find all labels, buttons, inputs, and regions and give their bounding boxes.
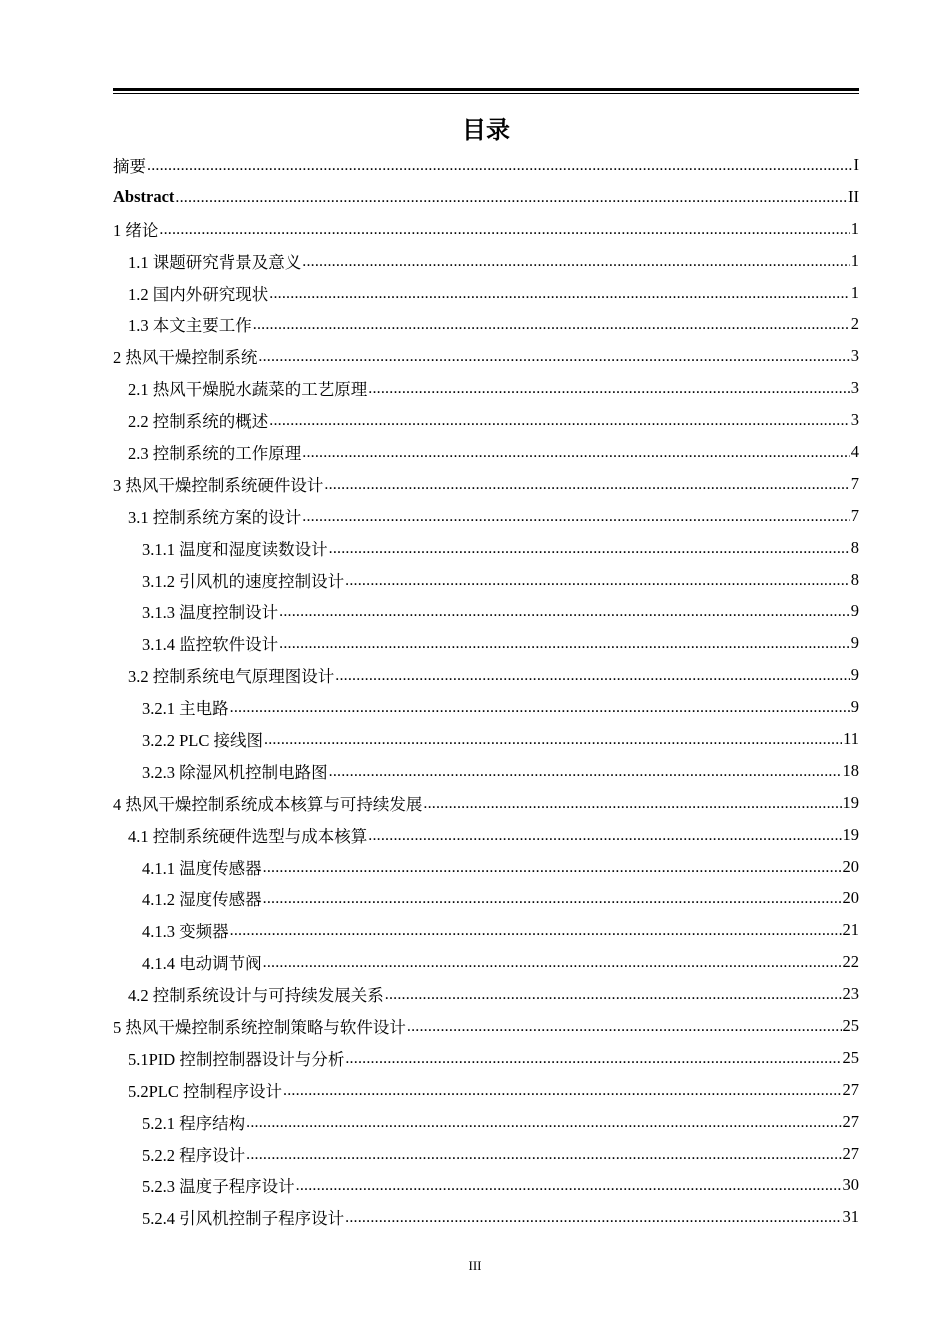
toc-entry-page: 20 xyxy=(842,856,859,876)
toc-dot-leader xyxy=(246,1146,841,1164)
toc-entry-page: I xyxy=(853,154,859,174)
toc-entry-page: 18 xyxy=(842,760,859,780)
toc-entry-label: 4.1.3 变频器 xyxy=(142,922,229,942)
toc-entry[interactable] xyxy=(113,946,859,978)
toc-dot-leader xyxy=(283,1082,841,1100)
toc-dot-leader xyxy=(230,922,842,940)
toc-title: 目录 xyxy=(462,116,510,144)
toc-entry-page: 27 xyxy=(842,1143,859,1163)
toc-entry[interactable] xyxy=(113,340,859,372)
toc-entry-page: 20 xyxy=(842,888,859,908)
toc-dot-leader xyxy=(253,316,850,334)
toc-dot-leader xyxy=(345,1209,841,1227)
toc-dot-leader xyxy=(368,380,850,398)
toc-entry[interactable] xyxy=(113,978,859,1010)
toc-entry-label: 3.1.2 引风机的速度控制设计 xyxy=(142,571,345,591)
toc-dot-leader xyxy=(335,667,850,685)
toc-entry-page: 25 xyxy=(842,1047,859,1067)
toc-entry-label: 4.1.2 湿度传感器 xyxy=(142,890,262,910)
toc-entry[interactable] xyxy=(113,532,859,564)
toc-entry-page: 22 xyxy=(842,952,859,972)
toc-dot-leader xyxy=(147,157,853,175)
toc-entry-label: 1 绪论 xyxy=(113,220,159,240)
toc-dot-leader xyxy=(324,476,849,494)
toc-entry[interactable] xyxy=(113,1074,859,1106)
toc-entry-label: 3.2.3 除湿风机控制电路图 xyxy=(142,762,328,782)
toc-entry[interactable] xyxy=(113,500,859,532)
toc-dot-leader xyxy=(329,763,842,781)
toc-entry[interactable] xyxy=(113,851,859,883)
toc-entry[interactable] xyxy=(113,882,859,914)
toc-entry-page: 25 xyxy=(842,1015,859,1035)
toc-entry-label: 3.1.4 监控软件设计 xyxy=(142,635,279,655)
toc-entry[interactable] xyxy=(113,627,859,659)
toc-entry-label: 1.2 国内外研究现状 xyxy=(128,284,269,304)
toc-entry-page: 23 xyxy=(842,984,859,1004)
toc-entry[interactable] xyxy=(113,372,859,404)
toc-entry-page: 21 xyxy=(842,920,859,940)
toc-dot-leader xyxy=(246,1114,841,1132)
toc-dot-leader xyxy=(329,540,850,558)
toc-dot-leader xyxy=(264,731,842,749)
toc-entry-label: 5.1PID 控制控制器设计与分析 xyxy=(128,1049,345,1069)
toc-entry-label: 2.1 热风干燥脱水蔬菜的工艺原理 xyxy=(128,380,368,400)
toc-entry-page: 1 xyxy=(850,282,859,302)
toc-entry-label: Abstract xyxy=(113,186,175,206)
toc-entry-page: 11 xyxy=(843,728,859,748)
toc-entry[interactable] xyxy=(113,181,859,213)
toc-entry-page: 3 xyxy=(850,346,859,366)
toc-dot-leader xyxy=(302,253,850,271)
toc-dot-leader xyxy=(296,1177,842,1195)
toc-entry-label: 5.2.3 温度子程序设计 xyxy=(142,1177,295,1197)
toc-entry[interactable] xyxy=(113,1138,859,1170)
toc-entry[interactable] xyxy=(113,1106,859,1138)
toc-entry[interactable] xyxy=(113,468,859,500)
toc-entry-page: 30 xyxy=(842,1175,859,1195)
toc-dot-leader xyxy=(263,890,842,908)
toc-dot-leader xyxy=(263,859,842,877)
toc-entry-label: 2.3 控制系统的工作原理 xyxy=(128,443,302,463)
toc-entry-label: 5.2PLC 控制程序设计 xyxy=(128,1081,283,1101)
toc-entry-page: 9 xyxy=(850,601,859,621)
toc-entry[interactable] xyxy=(113,1010,859,1042)
toc-entry[interactable] xyxy=(113,691,859,723)
toc-entry-page: 1 xyxy=(850,250,859,270)
toc-entry[interactable] xyxy=(113,1201,859,1233)
toc-dot-leader xyxy=(175,189,847,207)
toc-dot-leader xyxy=(302,508,850,526)
toc-entry[interactable] xyxy=(113,819,859,851)
toc-dot-leader xyxy=(279,603,850,621)
toc-entry-label: 4 热风干燥控制系统成本核算与可持续发展 xyxy=(113,794,423,814)
toc-dot-leader xyxy=(159,221,849,239)
toc-dot-leader xyxy=(230,699,850,717)
toc-entry-label: 4.2 控制系统设计与可持续发展关系 xyxy=(128,986,384,1006)
toc-dot-leader xyxy=(279,635,850,653)
toc-entry-label: 3.1.3 温度控制设计 xyxy=(142,603,279,623)
toc-entry-label: 5.2.4 引风机控制子程序设计 xyxy=(142,1209,345,1229)
toc-entry-label: 3.1.1 温度和湿度读数设计 xyxy=(142,539,328,559)
toc-dot-leader xyxy=(345,1050,841,1068)
toc-entry-page: 7 xyxy=(850,473,859,493)
toc-entry-page: 4 xyxy=(850,441,859,461)
toc-entry-page: 2 xyxy=(850,314,859,334)
toc-entry-page: 27 xyxy=(842,1111,859,1131)
toc-entry[interactable] xyxy=(113,213,859,245)
header-rule-thin xyxy=(113,93,859,94)
toc-entry-page: 1 xyxy=(850,218,859,238)
toc-entry[interactable] xyxy=(113,404,859,436)
toc-entry-label: 2.2 控制系统的概述 xyxy=(128,412,269,432)
toc-entry-label: 5 热风干燥控制系统控制策略与软件设计 xyxy=(113,1017,406,1037)
toc-entry-page: 9 xyxy=(850,665,859,685)
toc-entry-label: 3.2 控制系统电气原理图设计 xyxy=(128,667,335,687)
toc-entry[interactable] xyxy=(113,436,859,468)
toc-dot-leader xyxy=(385,986,842,1004)
toc-dot-leader xyxy=(407,1018,842,1036)
toc-entry-page: 8 xyxy=(850,537,859,557)
toc-entry[interactable] xyxy=(113,723,859,755)
toc-entry[interactable] xyxy=(113,149,859,181)
toc-dot-leader xyxy=(269,285,850,303)
toc-entry-page: 19 xyxy=(842,792,859,812)
toc-entry-label: 1.3 本文主要工作 xyxy=(128,316,252,336)
toc-entry-label: 5.2.1 程序结构 xyxy=(142,1113,246,1133)
toc-entry-label: 2 热风干燥控制系统 xyxy=(113,348,258,368)
toc-entry-label: 5.2.2 程序设计 xyxy=(142,1145,246,1165)
toc-entry-label: 3 热风干燥控制系统硬件设计 xyxy=(113,475,324,495)
toc-dot-leader xyxy=(368,827,841,845)
toc-entry[interactable] xyxy=(113,914,859,946)
toc-entry-page: 19 xyxy=(842,824,859,844)
toc-entry-page: II xyxy=(848,186,859,206)
toc-dot-leader xyxy=(423,795,841,813)
toc-entry[interactable] xyxy=(113,787,859,819)
toc-entry[interactable] xyxy=(113,595,859,627)
toc-entry-page: 7 xyxy=(850,505,859,525)
toc-entry[interactable] xyxy=(113,564,859,596)
toc-entry-page: 8 xyxy=(850,569,859,589)
toc-dot-leader xyxy=(269,412,850,430)
toc-dot-leader xyxy=(302,444,850,462)
toc-entry[interactable] xyxy=(113,659,859,691)
toc-entry-label: 4.1 控制系统硬件选型与成本核算 xyxy=(128,826,368,846)
toc-entry[interactable] xyxy=(113,308,859,340)
toc-entry-label: 摘要 xyxy=(113,156,146,176)
toc-entry-label: 1.1 课题研究背景及意义 xyxy=(128,252,302,272)
toc-entry-label: 3.2.1 主电路 xyxy=(142,699,229,719)
toc-dot-leader xyxy=(258,348,849,366)
toc-dot-leader xyxy=(263,954,842,972)
header-rule-thick xyxy=(113,88,859,91)
toc-entry-label: 3.1 控制系统方案的设计 xyxy=(128,507,302,527)
toc-entry[interactable] xyxy=(113,1042,859,1074)
toc-entry-label: 4.1.4 电动调节阀 xyxy=(142,954,262,974)
toc-entry[interactable] xyxy=(113,277,859,309)
toc-entry-page: 3 xyxy=(850,410,859,430)
toc-entry-page: 3 xyxy=(850,378,859,398)
toc-entry-label: 3.2.2 PLC 接线图 xyxy=(142,730,264,750)
toc-entry[interactable] xyxy=(113,1170,859,1202)
toc-entry-label: 4.1.1 温度传感器 xyxy=(142,858,262,878)
toc-entry-page: 31 xyxy=(842,1207,859,1227)
toc-entry-page: 9 xyxy=(850,697,859,717)
toc-dot-leader xyxy=(345,572,850,590)
toc-entry-page: 9 xyxy=(850,633,859,653)
toc-entry[interactable] xyxy=(113,245,859,277)
page-number: III xyxy=(468,1258,482,1273)
toc-list xyxy=(113,149,859,1233)
toc-entry-page: 27 xyxy=(842,1079,859,1099)
toc-entry[interactable] xyxy=(113,755,859,787)
